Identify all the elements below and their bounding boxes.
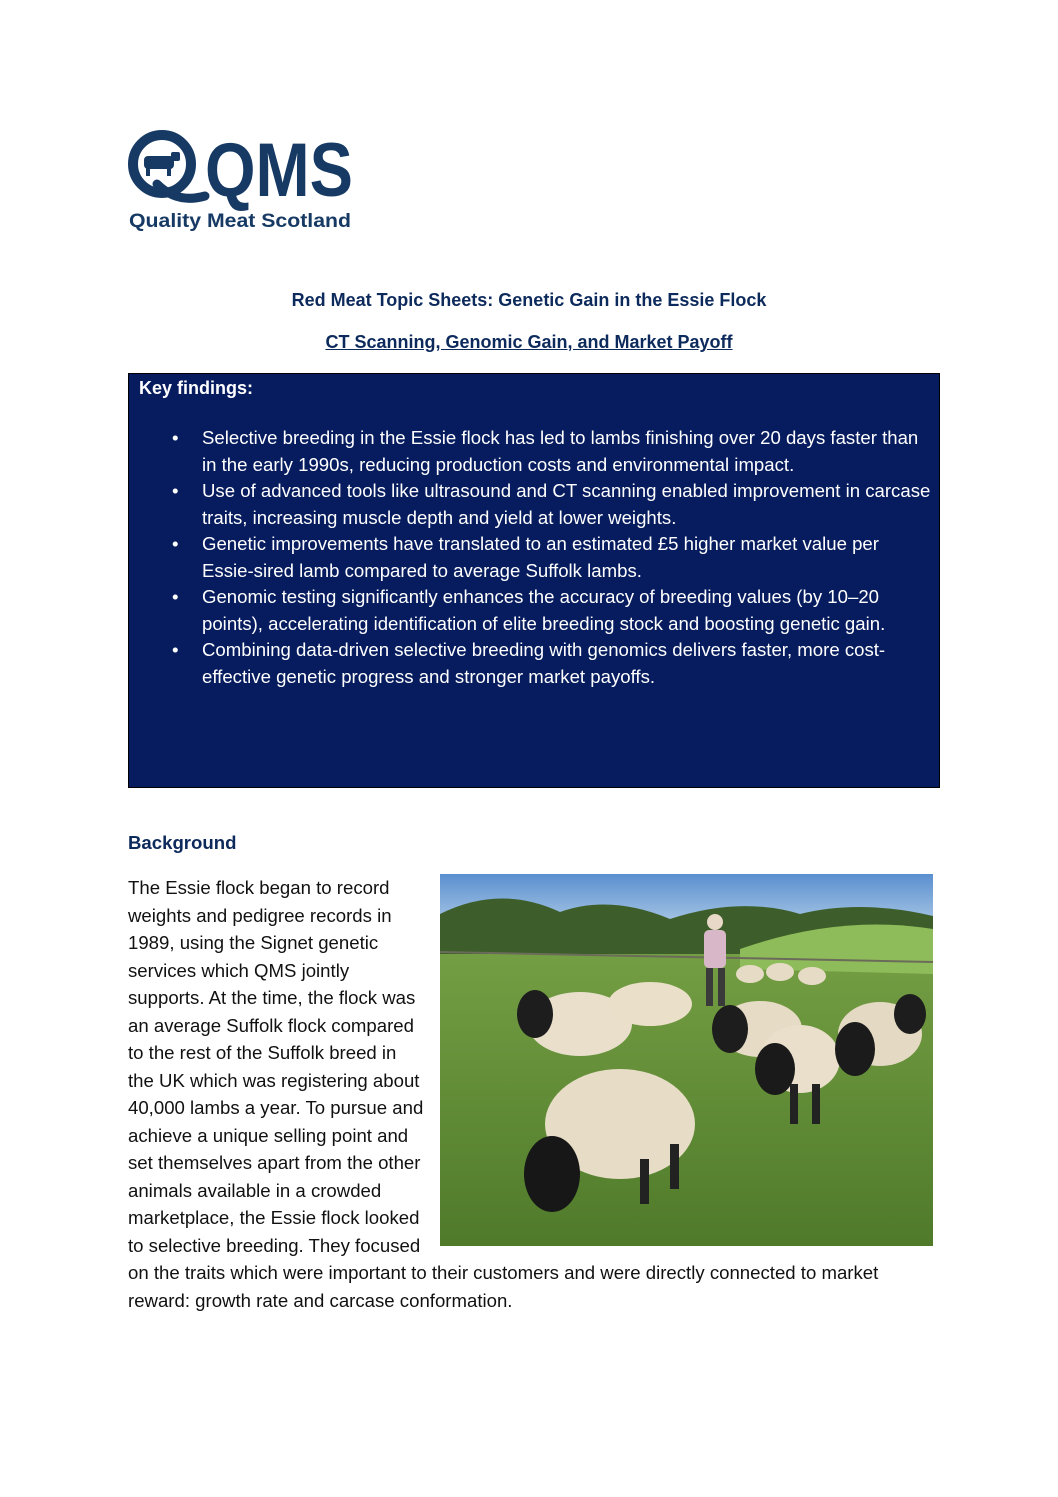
bullet-icon: • [172,639,179,660]
page-title: Red Meat Topic Sheets: Genetic Gain in the Essie Flock [291,290,767,310]
qms-logo-graphic [127,126,357,234]
list-item-text: Combining data-driven selective breeding with genomics delivers faster, more cost-effective genetic progress and stronger market payoffs. [202,639,886,687]
list-item-text: Genomic testing significantly enhances the accuracy of breeding values (by 10–20 points), accelerating identification of elite breeding stock and boosting genetic gain. [202,586,886,634]
page-subtitle: CT Scanning, Genomic Gain, and Market Payoff [325,332,733,352]
logo-wordmark: QMS [205,128,353,213]
bullet-icon: • [172,533,179,554]
list-item [129,531,939,584]
sheep-photo [440,874,933,1246]
sheep-photo-illustration [440,874,933,1246]
key-findings-list [129,425,939,690]
list-item [129,425,939,478]
bullet-icon: • [172,480,179,501]
key-findings-box [128,373,940,788]
list-item [129,584,939,637]
key-findings-heading: Key findings: [139,378,254,398]
cattle-icon [144,152,180,176]
bullet-icon: • [172,586,179,607]
list-item-text: Selective breeding in the Essie flock has led to lambs finishing over 20 days faster than in the early 1990s, reducing production costs and environmental impact. [202,427,919,475]
bullet-icon: • [172,427,179,448]
logo-tagline: Quality Meat Scotland [129,211,351,232]
qms-logo [127,126,357,234]
list-item [129,478,939,531]
background-paragraph: The Essie flock began to record weights and pedigree records in 1989, using the Signet genetic services which QMS jointly supports. At the time, the flock was an average Suffolk flock compared to the rest of the Suffolk breed in the UK which was registering about 40,000 lambs a year. To pursue and achieve a unique selling point and set themselves apart from the other animals available in a crowded marketplace, the Essie flock looked to selective breeding. They focused on the traits which were important to their customers and were directly connected to market reward: growth rate and carcase conformation. [128,877,879,1311]
background-heading: Background [128,832,237,853]
background-section [128,874,933,1314]
list-item-text: Use of advanced tools like ultrasound and CT scanning enabled improvement in carcase traits, increasing muscle depth and yield at lower weights. [202,480,931,528]
list-item-text: Genetic improvements have translated to an estimated £5 higher market value per Essie-sired lamb compared to average Suffolk lambs. [202,533,879,581]
list-item [129,637,939,690]
